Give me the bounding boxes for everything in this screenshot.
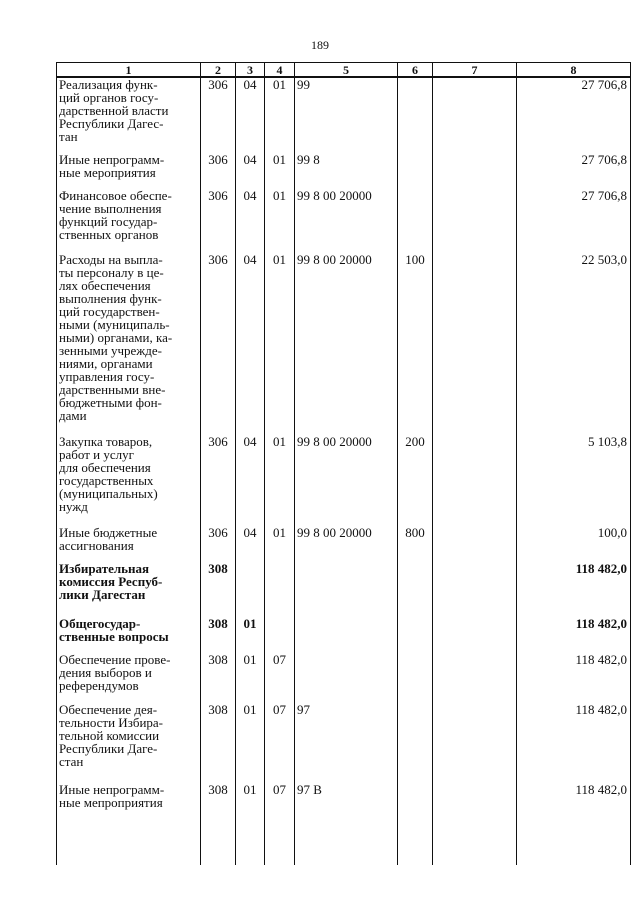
col5-cell: 99 8 00 20000 bbox=[295, 253, 398, 435]
amount-cell: 118 482,0 bbox=[517, 783, 631, 835]
amount-cell: 100,0 bbox=[517, 526, 631, 562]
table-row bbox=[57, 653, 631, 703]
col5-cell: 99 8 00 20000 bbox=[295, 435, 398, 526]
col2-cell: 306 bbox=[201, 253, 236, 435]
table-row bbox=[57, 526, 631, 562]
filler-cell bbox=[517, 835, 631, 865]
filler-cell bbox=[201, 835, 236, 865]
col7-cell bbox=[433, 253, 517, 435]
col6-cell bbox=[398, 77, 433, 153]
col3-cell: 01 bbox=[236, 653, 265, 703]
col5-cell: 97 В bbox=[295, 783, 398, 835]
table-row bbox=[57, 189, 631, 253]
col4-cell: 01 bbox=[265, 77, 295, 153]
col3-cell: 01 bbox=[236, 783, 265, 835]
col4-cell: 01 bbox=[265, 435, 295, 526]
table-row bbox=[57, 153, 631, 189]
col7-cell bbox=[433, 153, 517, 189]
col2-cell: 308 bbox=[201, 783, 236, 835]
amount-cell: 118 482,0 bbox=[517, 617, 631, 653]
row-name-cell: Иные бюджетные ассигнования bbox=[57, 526, 201, 562]
header-col-1: 1 bbox=[57, 63, 201, 78]
col4-cell bbox=[265, 562, 295, 617]
col2-cell: 306 bbox=[201, 189, 236, 253]
col2-cell: 306 bbox=[201, 435, 236, 526]
col7-cell bbox=[433, 617, 517, 653]
header-col-3: 3 bbox=[236, 63, 265, 78]
col6-cell: 200 bbox=[398, 435, 433, 526]
table-body bbox=[57, 77, 631, 865]
row-name-cell: Обеспечение прове- дения выборов и референдумов bbox=[57, 653, 201, 703]
col2-cell: 308 bbox=[201, 617, 236, 653]
table-row bbox=[57, 617, 631, 653]
col2-cell: 306 bbox=[201, 77, 236, 153]
col7-cell bbox=[433, 189, 517, 253]
amount-cell: 118 482,0 bbox=[517, 562, 631, 617]
filler-cell bbox=[433, 835, 517, 865]
col3-cell: 04 bbox=[236, 189, 265, 253]
col4-cell: 07 bbox=[265, 653, 295, 703]
row-name-cell: Иные непрограмм- ные мепроприятия bbox=[57, 783, 201, 835]
table-row bbox=[57, 783, 631, 835]
row-name-cell: Расходы на выпла- ты персоналу в це- лях обеспечения выполнения функ- ций государствен- ными (муниципаль- ными) органами, ка- зенными учрежде- ниями, органами управления госу- дарственными вне- бюджетными фон- дами bbox=[57, 253, 201, 435]
filler-cell bbox=[236, 835, 265, 865]
col6-cell: 800 bbox=[398, 526, 433, 562]
table-filler-row bbox=[57, 835, 631, 865]
col4-cell bbox=[265, 617, 295, 653]
col4-cell: 07 bbox=[265, 783, 295, 835]
col3-cell: 01 bbox=[236, 617, 265, 653]
table-row bbox=[57, 77, 631, 153]
col2-cell: 308 bbox=[201, 703, 236, 783]
col6-cell bbox=[398, 617, 433, 653]
header-col-4: 4 bbox=[265, 63, 295, 78]
table-row bbox=[57, 703, 631, 783]
col5-cell: 99 bbox=[295, 77, 398, 153]
amount-cell: 27 706,8 bbox=[517, 153, 631, 189]
col6-cell bbox=[398, 189, 433, 253]
header-col-6: 6 bbox=[398, 63, 433, 78]
col5-cell bbox=[295, 617, 398, 653]
row-name-cell: Финансовое обеспе- чение выполнения функций государ- ственных органов bbox=[57, 189, 201, 253]
col4-cell: 01 bbox=[265, 253, 295, 435]
col3-cell: 04 bbox=[236, 253, 265, 435]
row-name-cell: Закупка товаров, работ и услуг для обеспечения государственных (муниципальных) нужд bbox=[57, 435, 201, 526]
col4-cell: 01 bbox=[265, 526, 295, 562]
amount-cell: 5 103,8 bbox=[517, 435, 631, 526]
col7-cell bbox=[433, 562, 517, 617]
header-row bbox=[57, 63, 631, 78]
col6-cell bbox=[398, 653, 433, 703]
col3-cell bbox=[236, 562, 265, 617]
table-row bbox=[57, 562, 631, 617]
header-col-8: 8 bbox=[517, 63, 631, 78]
row-name-cell: Обеспечение дея- тельности Избира- тельной комиссии Республики Даге- стан bbox=[57, 703, 201, 783]
header-col-5: 5 bbox=[295, 63, 398, 78]
amount-cell: 118 482,0 bbox=[517, 703, 631, 783]
filler-cell bbox=[398, 835, 433, 865]
filler-cell bbox=[57, 835, 201, 865]
col6-cell bbox=[398, 703, 433, 783]
header-col-2: 2 bbox=[201, 63, 236, 78]
amount-cell: 27 706,8 bbox=[517, 77, 631, 153]
col2-cell: 308 bbox=[201, 653, 236, 703]
amount-cell: 118 482,0 bbox=[517, 653, 631, 703]
budget-table bbox=[56, 62, 631, 865]
filler-cell bbox=[295, 835, 398, 865]
col5-cell: 99 8 00 20000 bbox=[295, 526, 398, 562]
col6-cell bbox=[398, 562, 433, 617]
filler-cell bbox=[265, 835, 295, 865]
col7-cell bbox=[433, 526, 517, 562]
col3-cell: 01 bbox=[236, 703, 265, 783]
col4-cell: 07 bbox=[265, 703, 295, 783]
col6-cell bbox=[398, 153, 433, 189]
amount-cell: 22 503,0 bbox=[517, 253, 631, 435]
col6-cell bbox=[398, 783, 433, 835]
col5-cell: 99 8 00 20000 bbox=[295, 189, 398, 253]
col2-cell: 306 bbox=[201, 153, 236, 189]
col5-cell bbox=[295, 562, 398, 617]
col7-cell bbox=[433, 77, 517, 153]
col5-cell: 99 8 bbox=[295, 153, 398, 189]
table-row bbox=[57, 253, 631, 435]
col3-cell: 04 bbox=[236, 153, 265, 189]
col7-cell bbox=[433, 703, 517, 783]
table-row bbox=[57, 435, 631, 526]
col5-cell: 97 bbox=[295, 703, 398, 783]
col2-cell: 308 bbox=[201, 562, 236, 617]
col3-cell: 04 bbox=[236, 77, 265, 153]
col6-cell: 100 bbox=[398, 253, 433, 435]
col4-cell: 01 bbox=[265, 189, 295, 253]
page-number: 189 bbox=[311, 38, 329, 52]
col7-cell bbox=[433, 653, 517, 703]
row-name-cell: Иные непрограмм- ные мероприятия bbox=[57, 153, 201, 189]
row-name-cell: Общегосудар- ственные вопросы bbox=[57, 617, 201, 653]
col7-cell bbox=[433, 783, 517, 835]
row-name-cell: Избирательная комиссия Респуб- лики Дагестан bbox=[57, 562, 201, 617]
col7-cell bbox=[433, 435, 517, 526]
header-col-7: 7 bbox=[433, 63, 517, 78]
col3-cell: 04 bbox=[236, 435, 265, 526]
row-name-cell: Реализация функ- ций органов госу- дарственной власти Республики Дагес- тан bbox=[57, 77, 201, 153]
col2-cell: 306 bbox=[201, 526, 236, 562]
amount-cell: 27 706,8 bbox=[517, 189, 631, 253]
col3-cell: 04 bbox=[236, 526, 265, 562]
col5-cell bbox=[295, 653, 398, 703]
col4-cell: 01 bbox=[265, 153, 295, 189]
